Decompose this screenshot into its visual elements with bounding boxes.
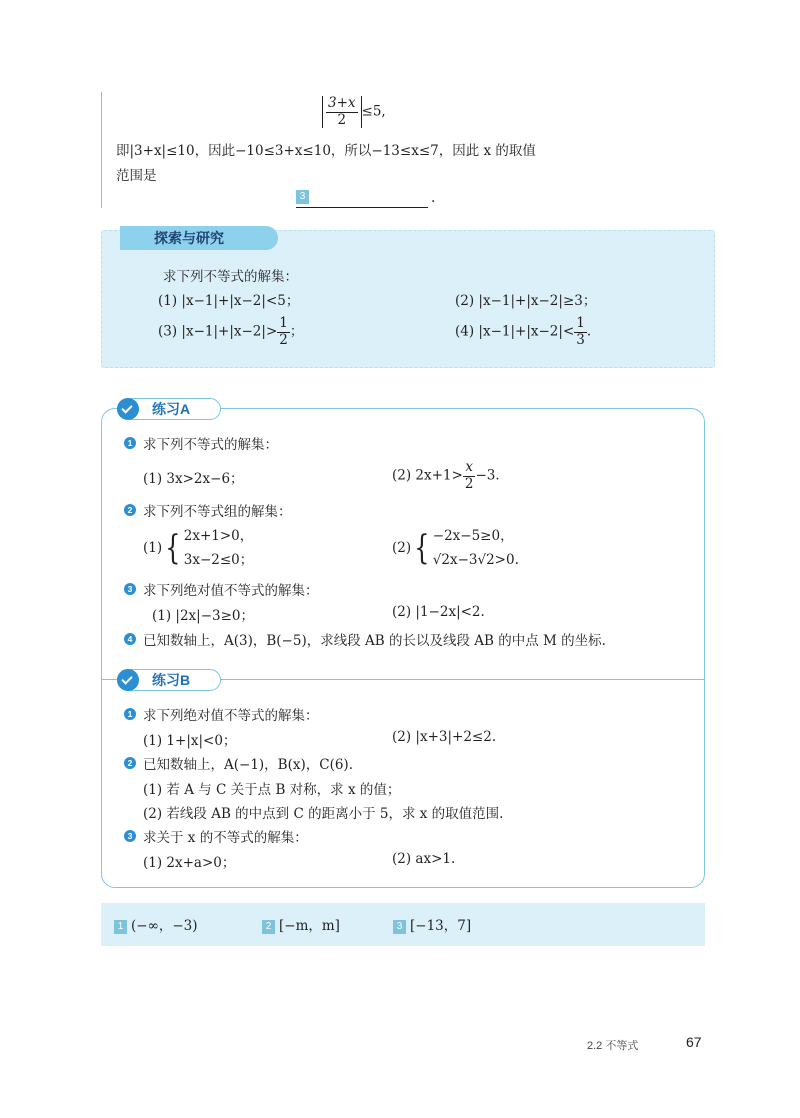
practice-a-q2-a-label: (1) bbox=[143, 540, 163, 556]
practice-b-q1: 求下列绝对值不等式的解集： bbox=[143, 708, 319, 724]
practice-b-q1-a: (1) 1+|x|<0； bbox=[143, 733, 237, 749]
formula-tail: ≤5, bbox=[361, 103, 386, 120]
practice-a-q1-a: (1) 3x>2x−6； bbox=[143, 471, 244, 487]
practice-a-q2-a-line1: 2x+1>0， bbox=[183, 528, 254, 544]
practice-a-q3-b: (2) |1−2x|<2. bbox=[392, 604, 485, 620]
practice-a-q2-b-system bbox=[433, 524, 519, 572]
left-margin-rule bbox=[101, 92, 102, 208]
check-icon bbox=[117, 398, 139, 420]
question-number-badge: 2 bbox=[124, 504, 136, 516]
answer-2 bbox=[262, 914, 340, 934]
explore-item-4-numerator: 1 bbox=[576, 315, 585, 331]
explore-item-4 bbox=[455, 316, 591, 348]
practice-b-q3-a: (1) 2x+a>0； bbox=[143, 855, 236, 871]
answer-3-badge: 3 bbox=[393, 920, 406, 934]
question-number-badge: 1 bbox=[124, 437, 136, 449]
answer-2-badge: 2 bbox=[262, 920, 275, 934]
explore-item-3-numerator: 1 bbox=[279, 315, 288, 331]
explore-intro: 求下列不等式的解集： bbox=[163, 269, 298, 285]
explore-item-3 bbox=[158, 316, 303, 348]
practice-a-q2-b-line1: −2x−5≥0， bbox=[432, 528, 514, 544]
practice-a-q3: 求下列绝对值不等式的解集： bbox=[143, 583, 319, 599]
explore-item-3-denominator: 2 bbox=[279, 331, 288, 348]
practice-a-q2-b bbox=[392, 524, 519, 572]
brace-symbol: { bbox=[414, 528, 430, 568]
practice-b-q2-b: (2) 若线段 AB 的中点到 C 的距离小于 5，求 x 的取值范围. bbox=[143, 806, 504, 822]
explore-item-3-tail: ； bbox=[289, 323, 304, 340]
practice-b-q2: 已知数轴上，A(−1)，B(x)，C(6). bbox=[143, 757, 353, 773]
explore-item-4-tail: . bbox=[586, 323, 592, 340]
formula-denominator: 2 bbox=[337, 111, 347, 128]
absolute-value-bars bbox=[322, 96, 362, 128]
practice-a-q2-b-line2: √2x−3√2>0. bbox=[432, 552, 519, 568]
brace-symbol: { bbox=[165, 528, 181, 568]
explore-item-3-text: (3) |x−1|+|x−2|> bbox=[158, 323, 278, 340]
solution-line-1: 即|3+x|≤10，因此−10≤3+x≤10，所以−13≤x≤7，因此 x 的取值 bbox=[116, 143, 536, 159]
practice-b-q1-b: (2) |x+3|+2≤2. bbox=[392, 729, 497, 745]
practice-a-q2-a-system bbox=[184, 524, 254, 572]
explore-item-4-denominator: 3 bbox=[576, 331, 585, 348]
practice-a-q2-a-line2: 3x−2≤0； bbox=[183, 552, 254, 568]
explore-item-1: (1) |x−1|+|x−2|<5； bbox=[158, 293, 300, 309]
question-number-badge: 2 bbox=[124, 757, 136, 769]
solution-line-2: 范围是 bbox=[116, 168, 157, 184]
explore-item-2: (2) |x−1|+|x−2|≥3； bbox=[455, 293, 597, 309]
practice-a-q2: 求下列不等式组的解集： bbox=[143, 504, 292, 520]
question-number-badge: 3 bbox=[124, 583, 136, 595]
answer-1-badge: 1 bbox=[114, 920, 127, 934]
answer-3-text: [−13，7] bbox=[410, 918, 472, 934]
practice-a-q3-a: (1) |2x|−3≥0； bbox=[152, 608, 255, 624]
practice-a-q1-b-numerator: x bbox=[463, 460, 476, 477]
practice-a-q1-b-denominator: 2 bbox=[464, 475, 474, 492]
answer-1-text: (−∞，−3) bbox=[131, 918, 198, 934]
blank-period: . bbox=[431, 190, 436, 206]
practice-b-q2-a: (1) 若 A 与 C 关于点 B 对称，求 x 的值； bbox=[143, 782, 401, 798]
practice-a-q2-b-label: (2) bbox=[392, 540, 412, 556]
absolute-fraction-formula bbox=[322, 96, 386, 128]
question-number-badge: 1 bbox=[124, 708, 136, 720]
practice-a-q2-a bbox=[143, 524, 253, 572]
practice-a-title: 练习A bbox=[152, 401, 191, 417]
formula-numerator: 3+x bbox=[328, 95, 356, 111]
page-number: 67 bbox=[686, 1034, 702, 1050]
blank-number-badge: 3 bbox=[296, 190, 309, 204]
practice-b-header bbox=[117, 669, 221, 691]
explore-title: 探索与研究 bbox=[154, 230, 224, 246]
practice-b-q3-b: (2) ax>1. bbox=[392, 851, 456, 867]
answer-blank-line bbox=[296, 190, 428, 208]
question-number-badge: 3 bbox=[124, 830, 136, 842]
practice-a-q1-b-pre: (2) 2x+1> bbox=[392, 467, 463, 484]
practice-a-q1: 求下列不等式的解集： bbox=[143, 437, 278, 453]
practice-a-q4: 已知数轴上，A(3)，B(−5)，求线段 AB 的长以及线段 AB 的中点 M 的坐标. bbox=[143, 633, 606, 649]
practice-a-q1-b bbox=[392, 460, 500, 492]
practice-a-header bbox=[117, 398, 221, 420]
question-number-badge: 4 bbox=[124, 633, 136, 645]
footer-section: 2.2 不等式 bbox=[587, 1040, 639, 1052]
answer-1 bbox=[114, 914, 198, 934]
practice-b-title: 练习B bbox=[152, 672, 191, 688]
explore-item-4-text: (4) |x−1|+|x−2|< bbox=[455, 323, 575, 340]
practice-a-q1-b-post: −3. bbox=[475, 467, 500, 484]
answer-2-text: [−m，m] bbox=[279, 918, 340, 934]
check-icon bbox=[117, 669, 139, 691]
practice-b-q3: 求关于 x 的不等式的解集： bbox=[143, 830, 308, 846]
answer-3 bbox=[393, 914, 471, 934]
